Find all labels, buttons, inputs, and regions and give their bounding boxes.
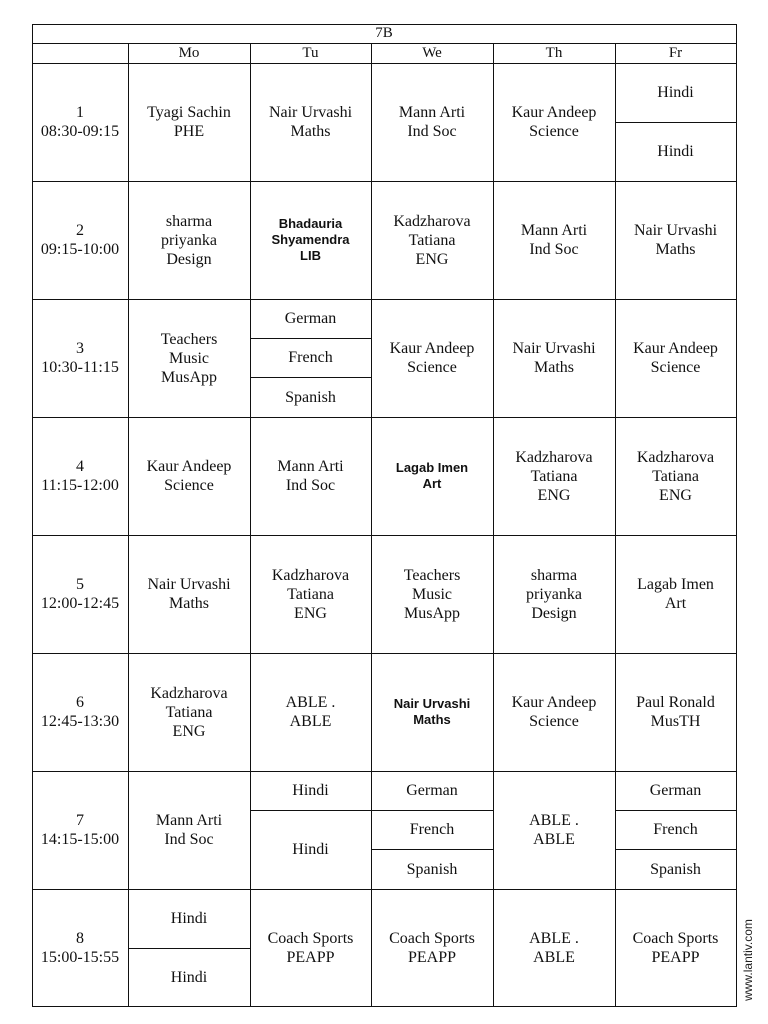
cell-text-line: Tatiana	[652, 467, 699, 485]
cell-text-line: ENG	[659, 486, 692, 504]
cell-text-line: Design	[166, 250, 212, 268]
lesson-cell	[128, 417, 250, 535]
lesson-cell	[250, 417, 371, 535]
cell-text-line: ABLE	[533, 948, 575, 966]
lesson-cell	[250, 535, 371, 653]
period-label	[32, 417, 128, 535]
cell-text-line: Science	[407, 359, 457, 376]
cell-text-line: PEAPP	[651, 948, 700, 966]
lesson-cell-split	[128, 889, 250, 948]
cell-text-line: priyanka	[161, 231, 217, 249]
lesson-cell-split	[371, 849, 493, 889]
cell-text-line: Lagab Imen	[395, 460, 469, 475]
lesson-cell	[371, 63, 493, 181]
cell-text-line: Music	[412, 585, 452, 603]
cell-text-line: Mo	[178, 44, 200, 61]
cell-text-line: German	[406, 782, 458, 799]
day-header	[371, 43, 493, 63]
watermark: www.lantiv.com	[741, 919, 755, 1001]
cell-text-line: 7B	[375, 25, 393, 41]
cell-text-line: Ind Soc	[285, 477, 336, 494]
cell-text-line: Ind Soc	[529, 241, 579, 258]
cell-text-line: Th	[545, 44, 563, 61]
cell-text-line: Music	[169, 349, 209, 367]
cell-text-line: Hindi	[657, 143, 694, 160]
cell-text-line: PEAPP	[286, 948, 335, 966]
lesson-cell-split	[371, 810, 493, 849]
period-label	[32, 771, 128, 889]
cell-text-line: ENG	[537, 486, 571, 504]
lesson-cell-split	[250, 338, 371, 377]
cell-text-line: PHE	[173, 123, 205, 140]
cell-text-line: Paul Ronald	[636, 694, 715, 711]
cell-text-line: Nair Urvashi	[147, 576, 231, 593]
cell-text-line: Maths	[290, 123, 331, 140]
cell-text-line: ABLE	[289, 713, 332, 730]
period-label	[32, 299, 128, 417]
lesson-cell-split	[615, 771, 736, 810]
lesson-cell	[128, 771, 250, 889]
cell-text-line: 09:15-10:00	[40, 241, 120, 258]
cell-text-line: 8	[76, 929, 84, 947]
cell-text-line: Tatiana	[408, 231, 456, 249]
cell-text-line: Nair Urvashi	[512, 340, 596, 357]
cell-text-line: Coach Sports	[389, 929, 475, 947]
cell-text-line: Kaur Andeep	[389, 340, 475, 357]
lesson-cell	[371, 181, 493, 299]
lesson-cell-split	[250, 771, 371, 810]
lesson-cell	[250, 653, 371, 771]
cell-text-line: Kaur Andeep	[511, 694, 597, 711]
cell-text-line: Ind Soc	[164, 831, 214, 848]
cell-text-line: Hindi	[292, 782, 329, 799]
cell-text-line: Kaur Andeep	[633, 340, 718, 357]
cell-text-line: Science	[164, 477, 214, 494]
cell-text-line: ABLE .	[529, 929, 579, 947]
cell-text-line: Tatiana	[530, 467, 578, 485]
cell-text-line: Spanish	[650, 860, 701, 878]
lesson-cell	[493, 417, 615, 535]
day-header	[128, 43, 250, 63]
period-label	[32, 63, 128, 181]
cell-text-line: Hindi	[657, 84, 694, 101]
lesson-cell	[615, 535, 736, 653]
cell-text-line: 15:00-15:55	[40, 948, 120, 966]
cell-text-line: Spanish	[285, 388, 336, 406]
cell-text-line: 4	[76, 458, 84, 475]
cell-text-line: We	[422, 44, 442, 61]
cell-text-line: Maths	[413, 712, 451, 727]
lesson-cell	[615, 299, 736, 417]
cell-text-line: ENG	[415, 250, 449, 268]
cell-text-line: 10:30-11:15	[41, 359, 119, 376]
cell-text-line: Hindi	[170, 910, 208, 927]
cell-text-line: Bhadauria	[278, 216, 343, 231]
cell-text-line: Lagab Imen	[637, 576, 714, 593]
cell-text-line: Tu	[302, 44, 319, 61]
cell-text-line: Maths	[169, 595, 209, 612]
lesson-cell	[250, 181, 371, 299]
cell-text-line: 5	[76, 576, 84, 593]
cell-text-line: 2	[76, 222, 84, 239]
lesson-cell-split	[250, 299, 371, 338]
cell-text-line: Kaur Andeep	[146, 458, 232, 475]
cell-text-line: Science	[650, 359, 701, 376]
cell-text-line: German	[284, 310, 337, 327]
lesson-cell	[493, 653, 615, 771]
cell-text-line: Kaur Andeep	[511, 104, 597, 121]
period-label	[32, 535, 128, 653]
cell-text-line: LIB	[300, 248, 321, 263]
cell-text-line: Teachers	[160, 330, 218, 348]
lesson-cell	[615, 181, 736, 299]
cell-text-line: Design	[531, 604, 577, 622]
cell-text-line: ABLE .	[529, 812, 579, 829]
cell-text-line: 14:15-15:00	[40, 831, 120, 848]
lesson-cell-split	[615, 849, 736, 889]
cell-text-line: Kadzharova	[271, 566, 350, 584]
cell-text-line: Maths	[534, 359, 574, 376]
cell-text-line: sharma	[530, 566, 578, 584]
cell-text-line: Tyagi Sachin	[147, 104, 231, 121]
lesson-cell	[493, 63, 615, 181]
period-label	[32, 889, 128, 1006]
cell-text-line: Ind Soc	[407, 123, 457, 140]
lesson-cell	[371, 299, 493, 417]
cell-text-line: Mann Arti	[398, 104, 466, 121]
cell-text-line: Spanish	[406, 860, 458, 878]
cell-text-line: Mann Arti	[155, 812, 223, 829]
cell-text-line: 12:00-12:45	[40, 595, 120, 612]
cell-text-line: 7	[76, 812, 84, 829]
cell-text-line: 08:30-09:15	[40, 123, 120, 140]
table-border-bottom	[32, 1006, 737, 1007]
cell-text-line: Fr	[668, 44, 683, 61]
lesson-cell-split	[128, 948, 250, 1006]
cell-text-line: Nair Urvashi	[268, 104, 353, 121]
cell-text-line: Nair Urvashi	[633, 222, 718, 239]
lesson-cell	[371, 417, 493, 535]
cell-text-line: Kadzharova	[150, 684, 228, 702]
day-header	[615, 43, 736, 63]
cell-text-line: sharma	[165, 212, 213, 230]
lesson-cell	[493, 889, 615, 1006]
lesson-cell	[371, 889, 493, 1006]
lesson-cell-split	[250, 810, 371, 889]
lesson-cell	[371, 653, 493, 771]
cell-text-line: ENG	[294, 604, 327, 622]
cell-text-line: Kadzharova	[515, 448, 593, 466]
lesson-cell	[493, 535, 615, 653]
day-header	[493, 43, 615, 63]
cell-text-line: Science	[529, 123, 579, 140]
cell-text-line: Nair Urvashi	[393, 696, 471, 711]
lesson-cell-split	[615, 122, 736, 181]
cell-text-line: Tatiana	[165, 703, 213, 721]
cell-text-line: ABLE .	[285, 694, 336, 711]
lesson-cell-split	[615, 63, 736, 122]
cell-text-line: Coach Sports	[632, 929, 719, 947]
lesson-cell	[493, 181, 615, 299]
lesson-cell	[615, 889, 736, 1006]
cell-text-line: Maths	[655, 241, 696, 258]
cell-text-line: 11:15-12:00	[41, 477, 119, 494]
lesson-cell	[128, 535, 250, 653]
lesson-cell	[615, 653, 736, 771]
cell-text-line: Teachers	[403, 566, 461, 584]
cell-text-line: Science	[529, 713, 579, 730]
cell-text-line: Hindi	[170, 968, 208, 986]
cell-text-line: MusApp	[160, 368, 217, 386]
lesson-cell	[371, 535, 493, 653]
cell-text-line: 3	[76, 340, 84, 357]
cell-text-line: ENG	[172, 722, 206, 740]
cell-text-line: Art	[664, 595, 687, 612]
lesson-cell	[493, 299, 615, 417]
period-label	[32, 653, 128, 771]
lesson-cell	[615, 417, 736, 535]
cell-text-line: 1	[76, 104, 84, 121]
lesson-cell-split	[371, 771, 493, 810]
cell-text-line: Mann Arti	[277, 458, 344, 475]
lesson-cell	[493, 771, 615, 889]
lesson-cell	[128, 299, 250, 417]
cell-text-line: MusTH	[650, 713, 701, 730]
cell-text-line: Kadzharova	[636, 448, 715, 466]
cell-text-line: French	[653, 821, 698, 838]
lesson-cell	[128, 181, 250, 299]
cell-text-line: Mann Arti	[520, 222, 588, 239]
cell-text-line: French	[288, 349, 333, 366]
cell-text-line: Tatiana	[287, 585, 334, 603]
lesson-cell	[250, 889, 371, 1006]
cell-text-line: 12:45-13:30	[40, 713, 120, 730]
lesson-cell-split	[615, 810, 736, 849]
lesson-cell	[128, 653, 250, 771]
lesson-cell	[128, 63, 250, 181]
cell-text-line: PEAPP	[407, 948, 457, 966]
cell-text-line: Art	[422, 476, 442, 491]
cell-text-line: German	[649, 782, 702, 799]
cell-text-line: 6	[76, 694, 84, 711]
cell-text-line: MusApp	[403, 604, 460, 622]
cell-text-line: Shyamendra	[271, 232, 350, 247]
cell-text-line: priyanka	[526, 585, 582, 603]
cell-text-line: French	[409, 821, 455, 838]
day-header	[250, 43, 371, 63]
lesson-cell	[250, 63, 371, 181]
timetable-title	[32, 24, 736, 43]
cell-text-line: Hindi	[292, 841, 329, 858]
cell-text-line: Kadzharova	[393, 212, 471, 230]
cell-text-line: ABLE	[533, 831, 575, 848]
period-label	[32, 181, 128, 299]
lesson-cell-split	[250, 377, 371, 417]
table-border-right	[736, 24, 737, 1007]
cell-text-line: Coach Sports	[267, 929, 354, 947]
